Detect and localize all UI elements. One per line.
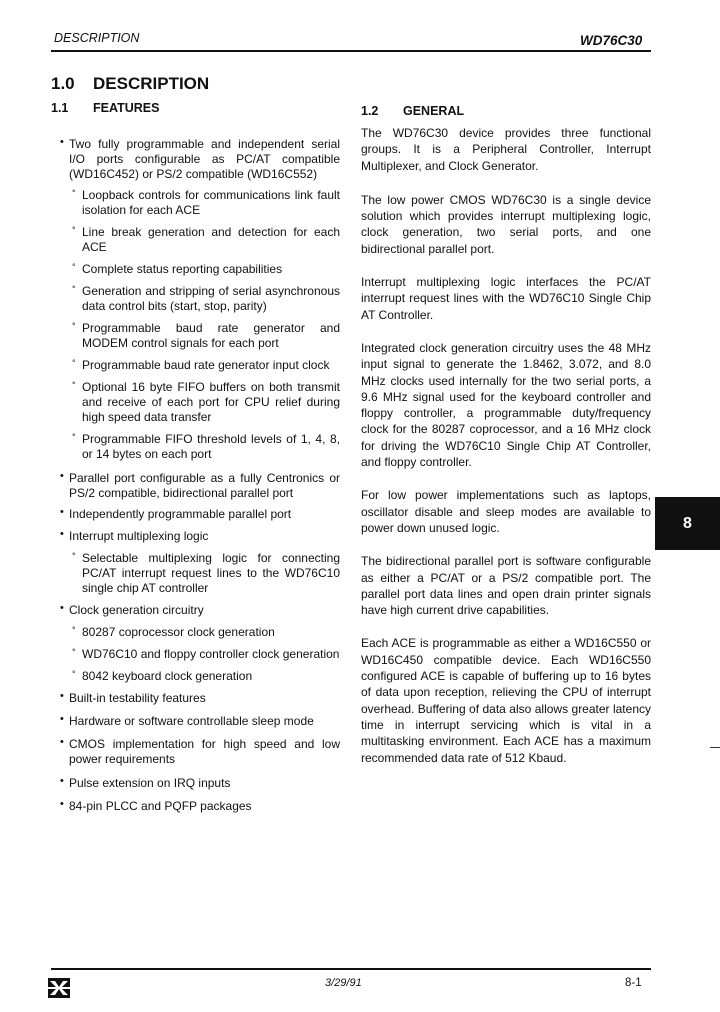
features-title: FEATURES [93, 101, 160, 115]
margin-mark [710, 747, 720, 748]
feature-subitem: ° Loopback controls for communications link fault isolation for each ACE [60, 188, 340, 218]
general-number: 1.2 [361, 104, 379, 118]
general-title: GENERAL [403, 104, 465, 118]
feature-item: • Two fully programmable and independent serial I/O ports configurable as PC/AT compatible (WD16C452) or PS/2 compatible (WD16C552) [60, 137, 340, 182]
feature-item: • Pulse extension on IRQ inputs [60, 776, 340, 791]
general-paragraph: The bidirectional parallel port is software configurable as either a PC/AT or a PS/2 compatible port. The parallel port data lines and open drain printer signals have high current drive capabilities. [361, 554, 651, 618]
footer-date: 3/29/91 [325, 977, 362, 989]
page-number: 8-1 [625, 977, 642, 989]
features-list-column [60, 130, 340, 814]
general-text-column [361, 125, 651, 766]
company-logo [48, 978, 70, 1003]
footer-rule [51, 968, 651, 970]
chapter-tab-label: 8 [683, 515, 692, 532]
chapter-tab [655, 497, 720, 550]
section-title: DESCRIPTION [93, 74, 210, 93]
feature-item: • Independently programmable parallel port [60, 507, 340, 522]
general-paragraph: Each ACE is programmable as either a WD16C550 or WD16C450 compatible device. Each WD16C550 configured ACE is capable of buffering up to 16 bytes of data upon reception, relieving the CPU of interrupt overhead. Buffering of data also allows greater latency time in interrupt servicing which is vital in a multitasking environment. Each ACE has a maximum recommended data rate of 512 Kbaud. [361, 636, 651, 765]
feature-item: • 84-pin PLCC and PQFP packages [60, 799, 340, 814]
section-heading [51, 74, 209, 94]
feature-item: • Clock generation circuitry [60, 603, 340, 618]
general-paragraph: Integrated clock generation circuitry uses the 48 MHz input signal to generate the 1.8462, 3.072, and 8.0 MHz clocks used internally for the two serial ports, a 9.6 MHz signal used for the keyboard controller and floppy controller, a programmable duty/frequency clock for the 80287 coprocessor, and a 16 MHz clock for driving the WD76C10 Single Chip AT Controller, and floppy controller. [361, 340, 651, 470]
feature-item: • Interrupt multiplexing logic [60, 529, 340, 544]
feature-subitem: ° Line break generation and detection for each ACE [60, 225, 340, 255]
feature-subitem: ° Optional 16 byte FIFO buffers on both transmit and receive of each port for CPU relief during high speed data transfer [60, 380, 340, 425]
general-heading [361, 104, 464, 118]
logo-mark-icon [48, 978, 70, 998]
feature-item: • Built-in testability features [60, 691, 340, 706]
feature-subitem: ° Programmable baud rate generator and MODEM control signals for each port [60, 321, 340, 351]
feature-subitem: ° 8042 keyboard clock generation [60, 669, 340, 684]
feature-subitem: ° 80287 coprocessor clock generation [60, 625, 340, 640]
feature-item: • CMOS implementation for high speed and low power requirements [60, 737, 340, 767]
header-rule [51, 50, 651, 52]
feature-item: • Parallel port configurable as a fully Centronics or PS/2 compatible, bidirectional parallel port [60, 471, 340, 501]
feature-item: • Hardware or software controllable sleep mode [60, 714, 340, 729]
feature-subitem: ° WD76C10 and floppy controller clock generation [60, 647, 340, 662]
general-paragraph: Interrupt multiplexing logic interfaces the PC/AT interrupt request lines with the WD76C10 Single Chip AT Controller. [361, 275, 651, 322]
feature-subitem: ° Complete status reporting capabilities [60, 262, 340, 277]
feature-subitem: ° Selectable multiplexing logic for connecting PC/AT interrupt request lines to the WD76C10 single chip AT controller [60, 551, 340, 596]
general-paragraph: The low power CMOS WD76C30 is a single device solution which provides interrupt multiplexing logic, clock generation, two serial ports, and one bidirectional parallel port. [361, 192, 651, 256]
features-list [60, 137, 340, 814]
section-number: 1.0 [51, 74, 75, 93]
feature-subitem: ° Programmable baud rate generator input clock [60, 358, 340, 373]
running-header-section: DESCRIPTION [54, 31, 140, 45]
general-paragraph: The WD76C30 device provides three functional groups. It is a Peripheral Controller, Interrupt Multiplexer, and Clock Generator. [361, 126, 651, 173]
features-number: 1.1 [51, 101, 69, 115]
general-paragraph: For low power implementations such as laptops, oscillator disable and sleep modes are available to power down unused logic. [361, 488, 651, 535]
features-heading [51, 101, 159, 115]
running-header-part-number: WD76C30 [580, 33, 643, 48]
feature-subitem: ° Programmable FIFO threshold levels of 1, 4, 8, or 14 bytes on each port [60, 432, 340, 462]
feature-subitem: ° Generation and stripping of serial asynchronous data control bits (start, stop, parity) [60, 284, 340, 314]
